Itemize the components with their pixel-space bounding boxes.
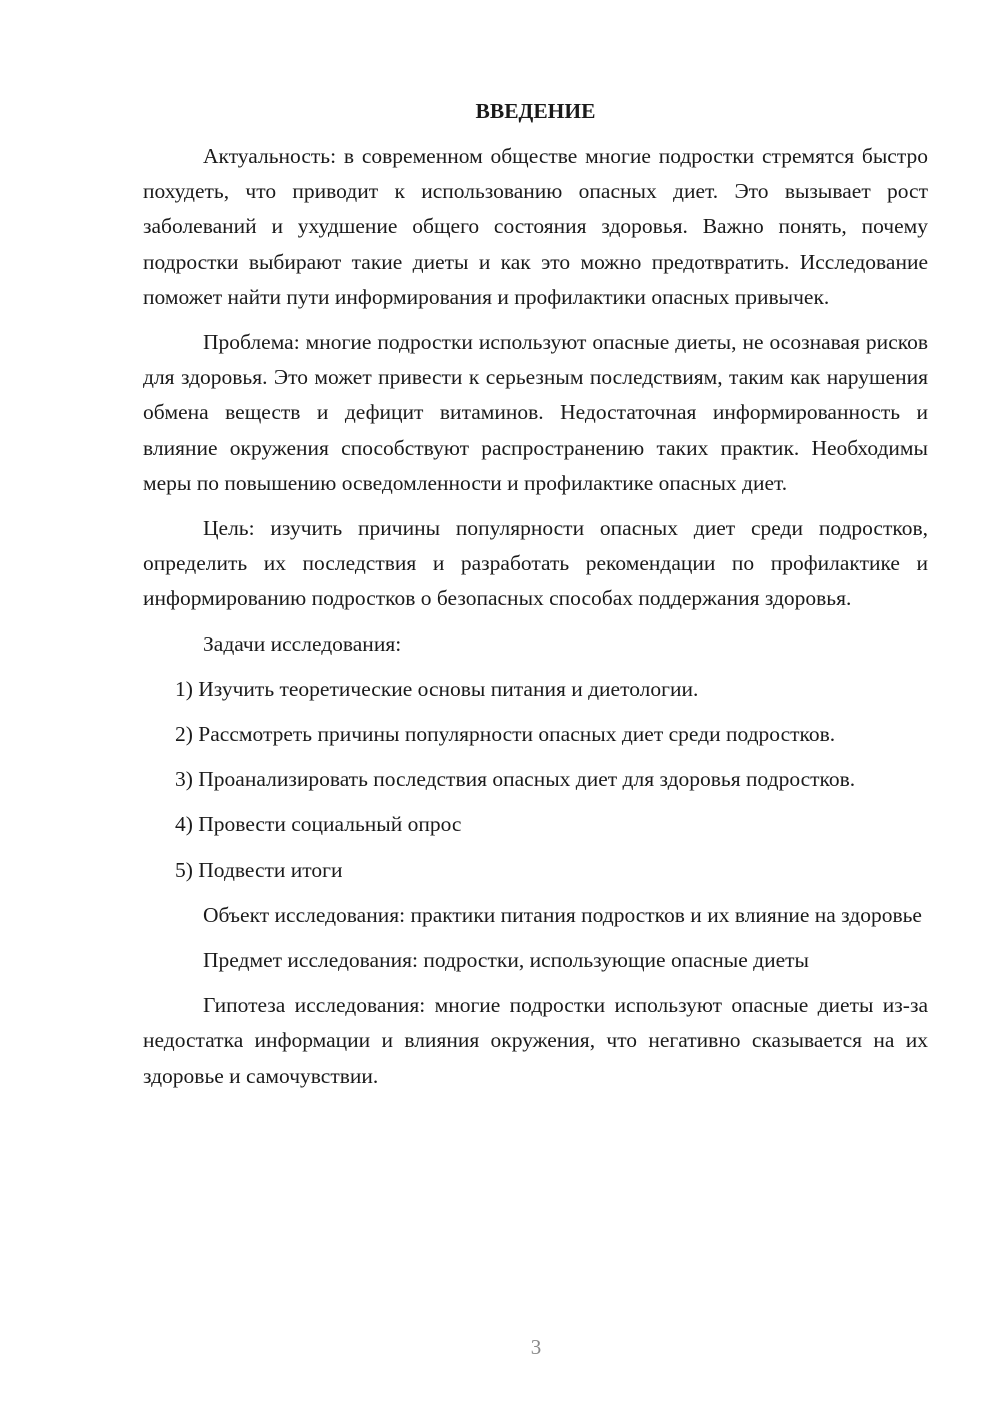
problem-paragraph: Проблема: многие подростки используют опасные диеты, не осознавая рисков для здоровья. Это может привести к серьезным последствиям, таким как нарушения обмена веществ и дефицит витаминов. Недостаточная информированность и влияние окружения способствуют распространению таких практик. Необходимы меры по повышению осведомленности и профилактике опасных диет. <box>143 330 928 495</box>
task-item-1: 1) Изучить теоретические основы питания и диетологии. <box>175 676 699 701</box>
page-number: 3 <box>530 1335 542 1359</box>
object-paragraph: Объект исследования: практики питания подростков и их влияние на здоровье <box>203 902 922 927</box>
document-page <box>143 94 928 1104</box>
task-item-2: 2) Рассмотреть причины популярности опасных диет среди подростков. <box>175 722 836 747</box>
hypothesis-paragraph: Гипотеза исследования: многие подростки используют опасные диеты из-за недостатка информации и влияния окружения, что негативно сказывается на их здоровье и самочувствии. <box>143 993 928 1088</box>
page-title: ВВЕДЕНИЕ <box>475 99 596 123</box>
subject-paragraph: Предмет исследования: подростки, использующие опасные диеты <box>203 948 809 973</box>
goal-paragraph: Цель: изучить причины популярности опасных диет среди подростков, определить их последствия и разработать рекомендации по профилактике и информированию подростков о безопасных способах поддержания здоровья. <box>143 516 928 611</box>
tasks-heading: Задачи исследования: <box>203 631 402 656</box>
task-item-5: 5) Подвести итоги <box>175 857 343 882</box>
relevance-paragraph: Актуальность: в современном обществе многие подростки стремятся быстро похудеть, что приводит к использованию опасных диет. Это вызывает рост заболеваний и ухудшение общего состояния здоровья. Важно понять, почему подростки выбирают такие диеты и как это можно предотвратить. Исследование поможет найти пути информирования и профилактики опасных привычек. <box>143 144 928 309</box>
task-item-3: 3) Проанализировать последствия опасных диет для здоровья подростков. <box>175 767 856 792</box>
task-item-4: 4) Провести социальный опрос <box>175 812 462 837</box>
